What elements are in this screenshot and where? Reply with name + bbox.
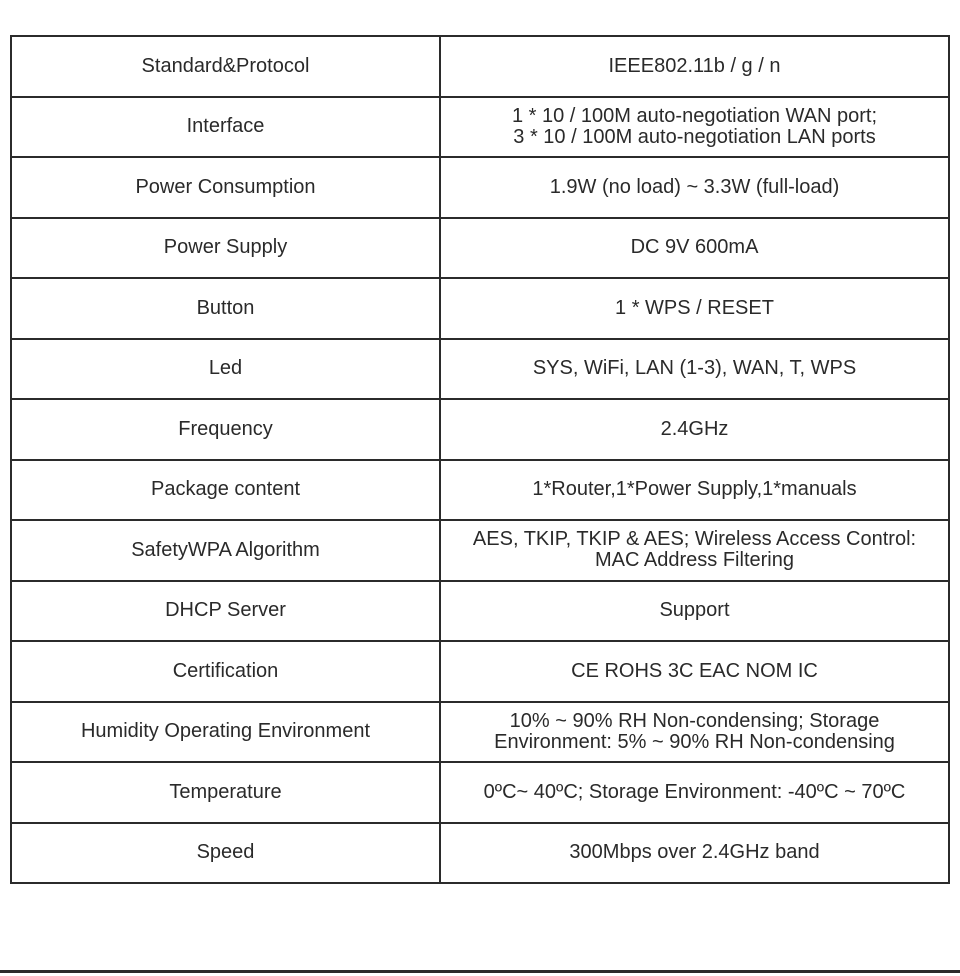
spec-value xyxy=(440,762,949,823)
spec-value xyxy=(440,157,949,218)
spec-value-line: AES, TKIP, TKIP & AES; Wireless Access Control: xyxy=(472,528,917,551)
spec-value-line: 1 * WPS / RESET xyxy=(615,296,774,319)
spec-row xyxy=(11,823,949,884)
spec-value xyxy=(440,339,949,400)
spec-value-line: 300Mbps over 2.4GHz band xyxy=(569,841,820,864)
spec-row xyxy=(11,581,949,642)
spec-value-line: DC 9V 600mA xyxy=(630,236,759,259)
spec-value-line: 1 * 10 / 100M auto-negotiation WAN port; xyxy=(511,104,878,127)
spec-label: Speed xyxy=(11,823,440,884)
spec-value xyxy=(440,460,949,521)
spec-value xyxy=(440,278,949,339)
spec-row xyxy=(11,157,949,218)
spec-table xyxy=(10,35,950,884)
bottom-divider xyxy=(0,970,960,973)
spec-label: Power Consumption xyxy=(11,157,440,218)
spec-label: Certification xyxy=(11,641,440,702)
spec-row xyxy=(11,762,949,823)
spec-row xyxy=(11,399,949,460)
spec-row xyxy=(11,97,949,158)
spec-row xyxy=(11,641,949,702)
spec-value xyxy=(440,520,949,581)
spec-value-line: 10% ~ 90% RH Non-condensing; Storage xyxy=(509,709,880,732)
spec-label: Temperature xyxy=(11,762,440,823)
spec-value-line: Environment: 5% ~ 90% RH Non-condensing xyxy=(494,730,895,753)
spec-label: Button xyxy=(11,278,440,339)
spec-label: Led xyxy=(11,339,440,400)
spec-row xyxy=(11,339,949,400)
spec-label: Power Supply xyxy=(11,218,440,279)
spec-table-body xyxy=(11,36,949,883)
spec-label: Standard&Protocol xyxy=(11,36,440,97)
spec-value xyxy=(440,97,949,158)
spec-row xyxy=(11,460,949,521)
spec-row xyxy=(11,520,949,581)
spec-row xyxy=(11,278,949,339)
spec-value-line: 0ºC~ 40ºC; Storage Environment: -40ºC ~ 70ºC xyxy=(483,780,906,803)
spec-value-line: SYS, WiFi, LAN (1-3), WAN, T, WPS xyxy=(532,357,857,380)
spec-value-line: 3 * 10 / 100M auto-negotiation LAN ports xyxy=(513,125,876,148)
spec-label: DHCP Server xyxy=(11,581,440,642)
spec-value-line: Support xyxy=(659,599,730,622)
spec-value xyxy=(440,641,949,702)
spec-value xyxy=(440,218,949,279)
spec-value-line: CE ROHS 3C EAC NOM IC xyxy=(571,659,818,682)
spec-row xyxy=(11,36,949,97)
spec-value-line: 1.9W (no load) ~ 3.3W (full-load) xyxy=(549,175,840,198)
spec-label: Humidity Operating Environment xyxy=(11,702,440,763)
spec-label: SafetyWPA Algorithm xyxy=(11,520,440,581)
spec-row xyxy=(11,218,949,279)
spec-value-line: MAC Address Filtering xyxy=(595,549,794,572)
spec-label: Package content xyxy=(11,460,440,521)
spec-value xyxy=(440,36,949,97)
spec-value-line: 2.4GHz xyxy=(660,417,729,440)
spec-value xyxy=(440,823,949,884)
spec-value xyxy=(440,399,949,460)
spec-row xyxy=(11,702,949,763)
spec-value-line: IEEE802.11b / g / n xyxy=(608,54,781,77)
spec-label: Interface xyxy=(11,97,440,158)
spec-label: Frequency xyxy=(11,399,440,460)
spec-value xyxy=(440,581,949,642)
spec-value-line: 1*Router,1*Power Supply,1*manuals xyxy=(532,478,857,501)
spec-value xyxy=(440,702,949,763)
